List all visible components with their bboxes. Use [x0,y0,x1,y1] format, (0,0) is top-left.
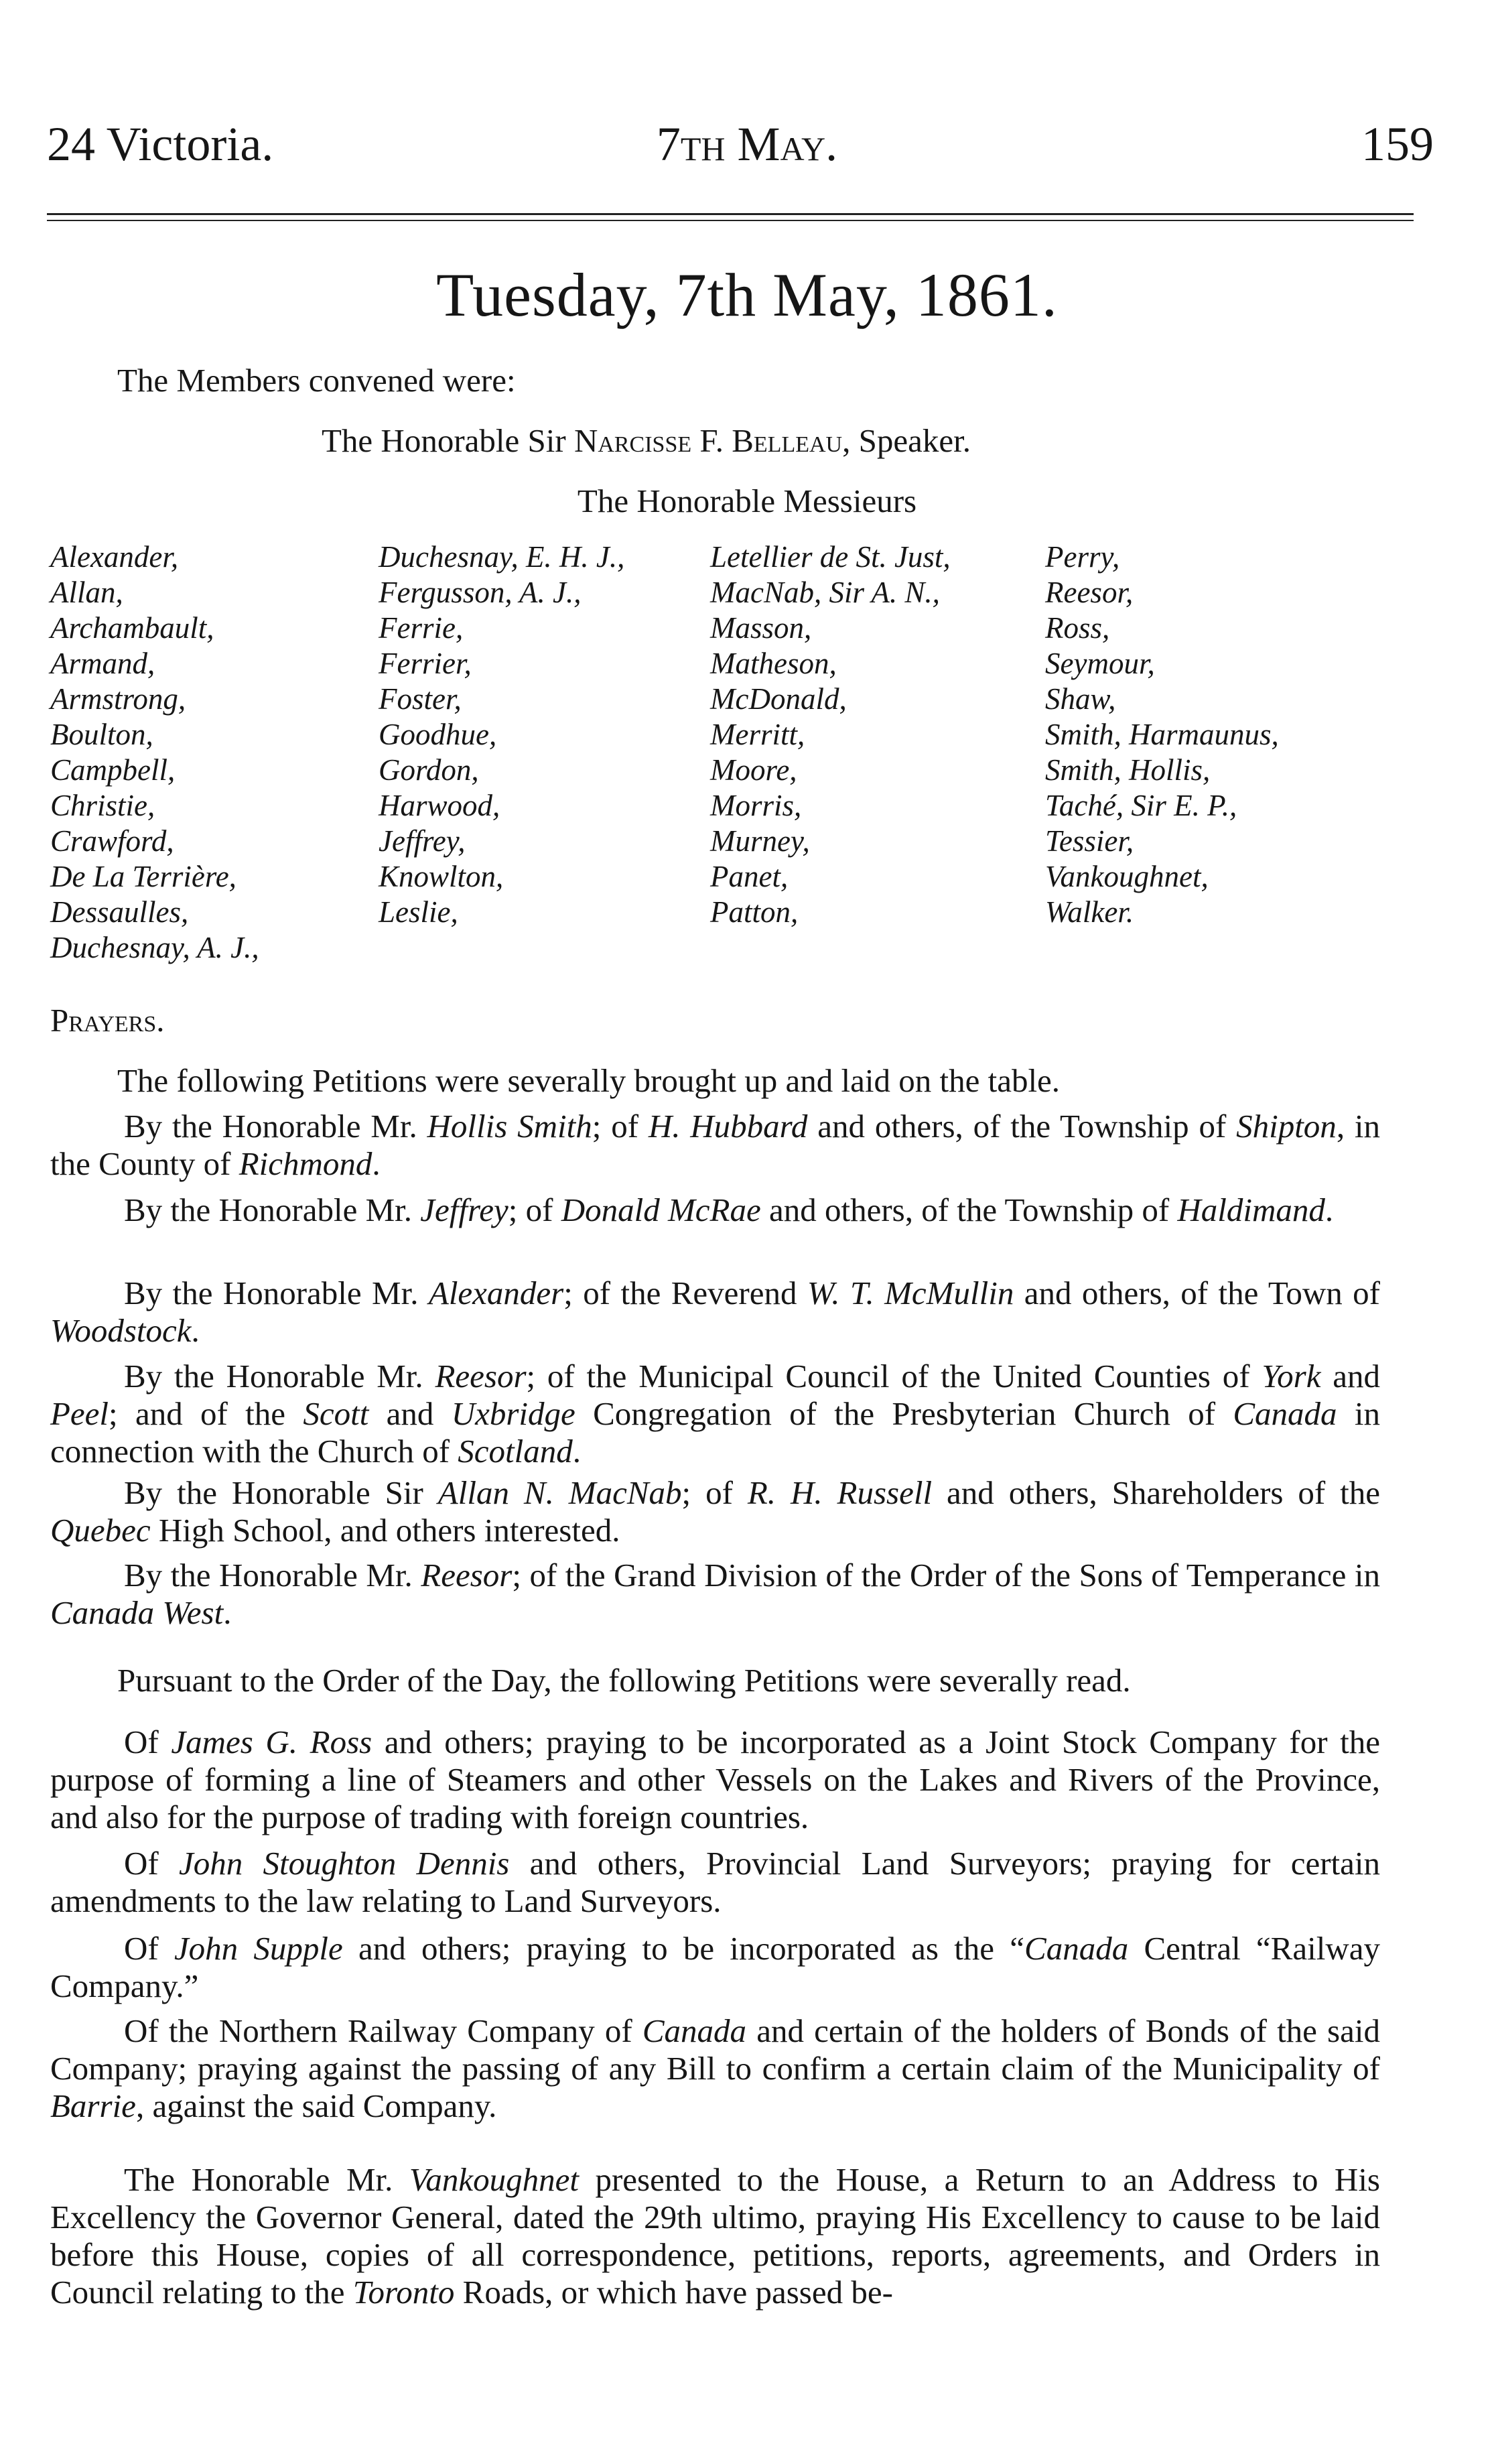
member-name: Smith, Harmaunus, [1045,718,1279,751]
order-of-day: Pursuant to the Order of the Day, the following Petitions were severally read. [117,1662,1131,1699]
member-name: Masson, [710,611,812,645]
members-column-4 [1045,539,1279,930]
member-name: Archambault, [50,611,214,645]
member-name: Vankoughnet, [1045,860,1209,893]
header-rule-top [47,213,1414,215]
petition-entry: By the Honorable Mr. Hollis Smith; of H. Hubbard and others, of the Township of Shipton, in the County of Richmond. [50,1108,1380,1182]
member-name: Alexander, [50,540,179,574]
member-name: Ferrie, [379,611,464,645]
member-name: Panet, [710,860,789,893]
member-name: Walker. [1045,895,1134,929]
running-header [47,111,1447,178]
member-name: Duchesnay, A. J., [50,931,259,964]
read-petition: Of the Northern Railway Company of Canada and certain of the holders of Bonds of the said Company; praying against the passing of any Bill to confirm a certain claim of the Municipality of Barrie, against the said Company. [50,2012,1380,2124]
header-rule-bottom [47,220,1414,221]
member-name: Shaw, [1045,682,1116,716]
member-name: Seymour, [1045,647,1155,680]
read-petition: Of John Stoughton Dennis and others, Provincial Land Surveyors; praying for certain amendments to the law relating to Land Surveyors. [50,1845,1380,1919]
petition-entry: By the Honorable Mr. Reesor; of the Municipal Council of the United Counties of York and Peel; and of the Scott and Uxbridge Congregation of the Presbyterian Church of Canada in connection with the Church of Scotland. [50,1358,1380,1470]
member-name: Allan, [50,576,123,609]
member-name: Ross, [1045,611,1110,645]
member-name: Knowlton, [379,860,504,893]
member-name: Morris, [710,789,802,822]
member-name: McDonald, [710,682,847,716]
member-name: De La Terrière, [50,860,236,893]
member-name: Boulton, [50,718,153,751]
speaker-line: The Honorable Sir Narcisse F. Belleau, Speaker. [322,422,971,459]
member-name: Tessier, [1045,824,1134,858]
member-name: Christie, [50,789,155,822]
member-name: Harwood, [379,789,500,822]
member-name: Murney, [710,824,810,858]
read-petition: Of James G. Ross and others; praying to be incorporated as a Joint Stock Company for the purpose of forming a line of Steamers and other Vessels on the Lakes and Rivers of the Province, and also for the purpose of trading with foreign countries. [50,1724,1380,1835]
member-name: Armstrong, [50,682,186,716]
page-title: Tuesday, 7th May, 1861. [436,261,1058,329]
return-paragraph: The Honorable Mr. Vankoughnet presented to the House, a Return to an Address to His Excellency the Governor General, dated the 29th ultimo, praying His Excellency to cause to be laid before this House, copies of all correspondence, petitions, reports, agreements, and Orders in Council relating to the Toronto Roads, or which have passed be- [50,2161,1380,2311]
member-name: Moore, [710,753,797,787]
member-name: Gordon, [379,753,479,787]
member-name: Armand, [50,647,155,680]
petition-entry: By the Honorable Mr. Jeffrey; of Donald McRae and others, of the Township of Haldimand. [124,1191,1334,1228]
member-name: Smith, Hollis, [1045,753,1211,787]
petition-entry: By the Honorable Mr. Reesor; of the Grand Division of the Order of the Sons of Temperance in Canada West. [50,1557,1380,1631]
member-name: Matheson, [710,647,837,680]
member-name: Taché, Sir E. P., [1045,789,1237,822]
member-name: Goodhue, [379,718,497,751]
member-name: Jeffrey, [379,824,466,858]
page-number: 159 [1361,117,1434,171]
member-name: Dessaulles, [50,895,189,929]
member-name: Perry, [1045,540,1120,574]
member-name: Foster, [379,682,462,716]
header-date: 7th May. [656,117,838,171]
members-column-3 [710,539,951,930]
member-name: Letellier de St. Just, [710,540,951,574]
petition-entry: By the Honorable Mr. Alexander; of the Reverend W. T. McMullin and others, of the Town of Woodstock. [50,1275,1380,1349]
members-column-1 [50,539,259,966]
prayers-heading: Prayers. [50,1002,165,1039]
member-name: Campbell, [50,753,176,787]
messieurs-heading: The Honorable Messieurs [577,482,917,519]
member-name: Patton, [710,895,799,929]
member-name: Fergusson, A. J., [379,576,582,609]
member-name: MacNab, Sir A. N., [710,576,940,609]
read-petition: Of John Supple and others; praying to be incorporated as the “Canada Central “Railway Company.” [50,1930,1380,2004]
members-intro: The Members convened were: [117,362,516,399]
member-name: Reesor, [1045,576,1134,609]
regnal-year: 24 Victoria. [47,117,274,171]
petitions-intro: The following Petitions were severally brought up and laid on the table. [117,1062,1061,1099]
member-name: Ferrier, [379,647,472,680]
members-column-2 [379,539,624,930]
member-name: Duchesnay, E. H. J., [379,540,625,574]
member-name: Crawford, [50,824,174,858]
member-name: Merritt, [710,718,805,751]
member-name: Leslie, [379,895,458,929]
speaker-name: Narcisse F. Belleau [573,422,843,459]
petition-entry: By the Honorable Sir Allan N. MacNab; of R. H. Russell and others, Shareholders of the Quebec High School, and others interested. [50,1474,1381,1549]
